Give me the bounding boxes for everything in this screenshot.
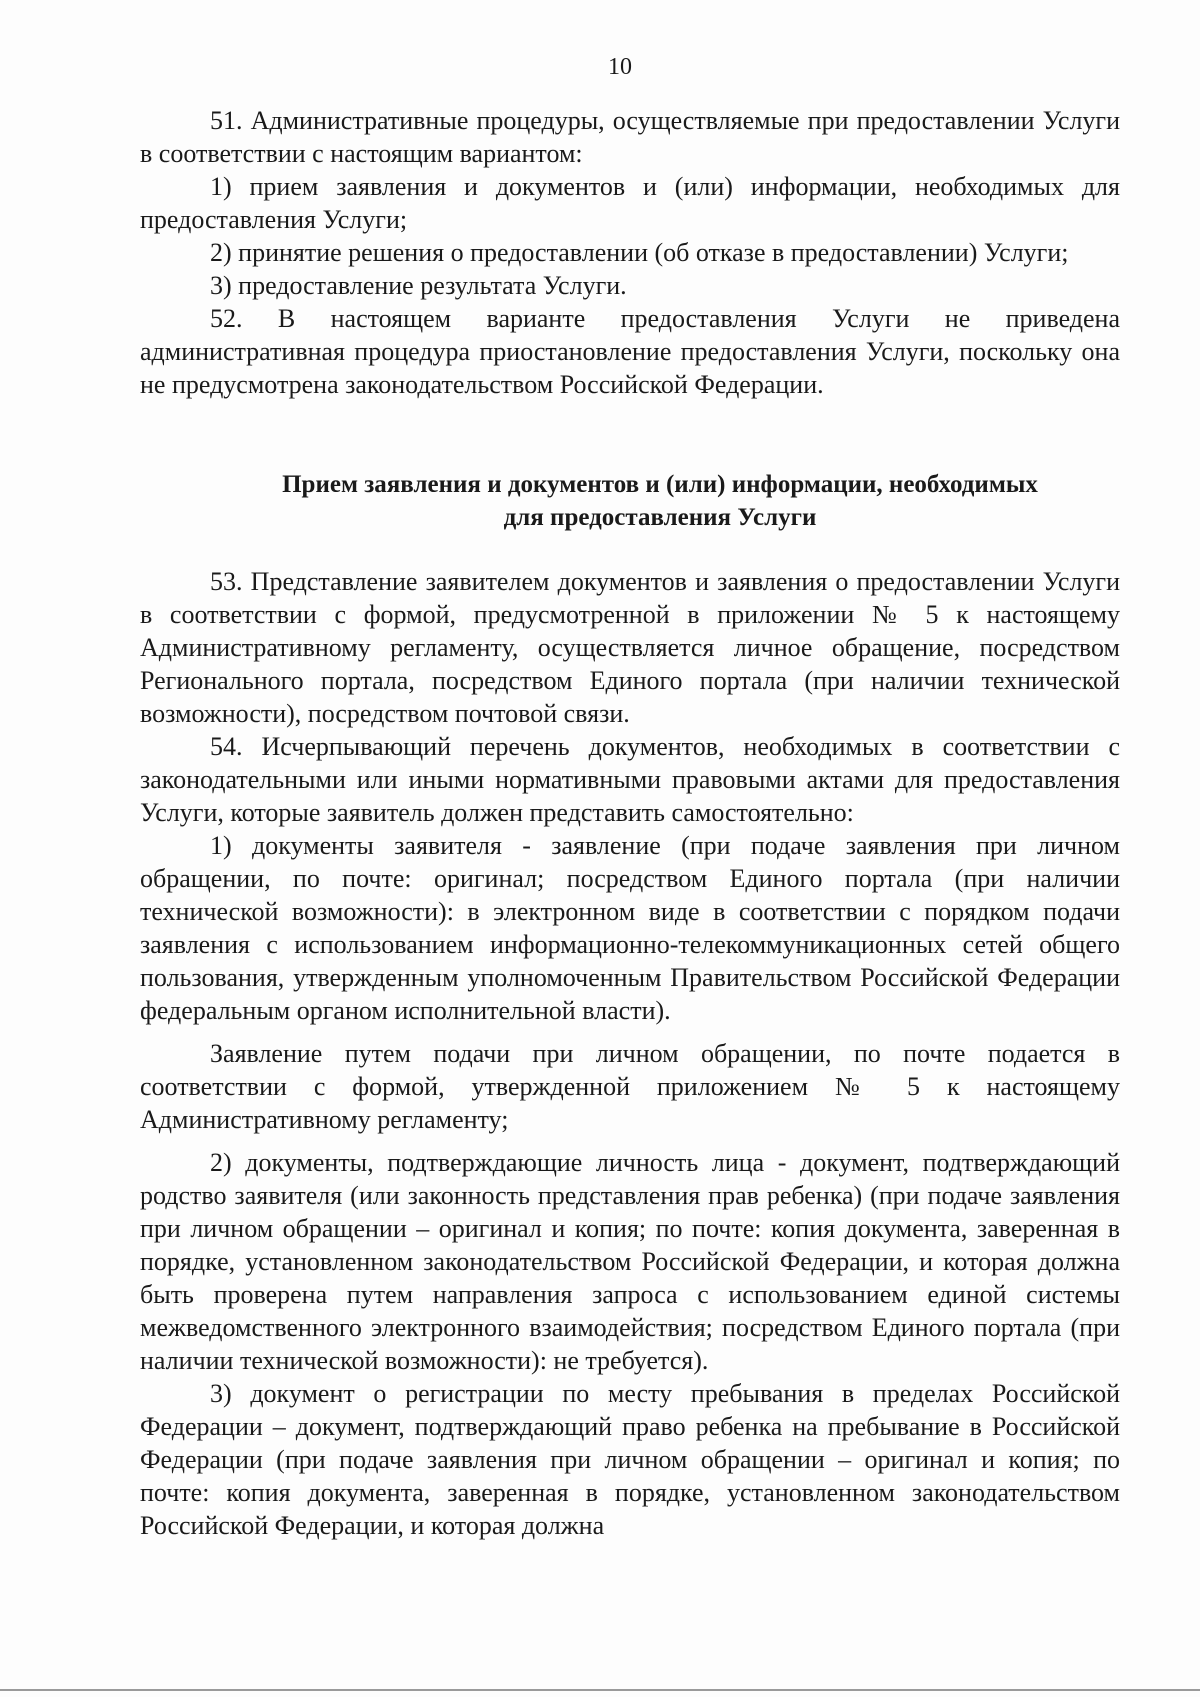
paragraph-application-form: Заявление путем подачи при личном обращении, по почте подается в соответствии с формой, утвержденной приложением № 5 к настоящему Административному регламенту; bbox=[140, 1039, 1120, 1134]
paragraph-53: 53. Представление заявителем документов и заявления о предоставлении Услуги в соответствии с формой, предусмотренной в приложении № 5 к настоящему Административному регламенту, осуществляется личное обращение, посредством Регионального портала, посредством Единого портала (при наличии технической возможности), посредством почтовой связи. bbox=[140, 567, 1120, 728]
paragraph-51: 51. Административные процедуры, осуществляемые при предоставлении Услуги в соответствии с настоящим вариантом: bbox=[140, 106, 1120, 168]
list-item-documents-1: 1) документы заявителя - заявление (при подаче заявления при личном обращении, по почте: оригинал; посредством Единого портала (при наличии технической возможности): в электронном виде в соответствии с порядком подачи заявления с использованием информационно-телекоммуникационных сетей общего пользования, утвержденным уполномоченным Правительством Российской Федерации федеральным органом исполнительной власти). bbox=[140, 831, 1120, 1025]
paragraph-54: 54. Исчерпывающий перечень документов, необходимых в соответствии с законодательными или иными нормативными правовыми актами для предоставления Услуги, которые заявитель должен представить самостоятельно: bbox=[140, 732, 1120, 827]
section-heading-line-2: для предоставления Услуги bbox=[503, 504, 817, 531]
page-number: 10 bbox=[608, 54, 632, 80]
paragraph-52: 52. В настоящем варианте предоставления Услуги не приведена административная процедура приостановление предоставления Услуги, поскольку она не предусмотрена законодательством Российской Федерации. bbox=[140, 304, 1120, 399]
section-heading-line-1: Прием заявления и документов и (или) информации, необходимых bbox=[282, 471, 1038, 498]
paragraphs-53-54 bbox=[140, 565, 1120, 1542]
list-item-2: 2) принятие решения о предоставлении (об отказе в предоставлении) Услуги; bbox=[210, 238, 1069, 267]
list-item-documents-3: 3) документ о регистрации по месту пребывания в пределах Российской Федерации – документ, подтверждающий право ребенка на пребывание в Российской Федерации (при подаче заявления при личном обращении – оригинал и копия; по почте: копия документа, заверенная в порядке, установленном законодательством Российской Федерации, и которая должна bbox=[140, 1379, 1120, 1540]
scan-edge-line bbox=[0, 1689, 1200, 1691]
list-item-documents-2: 2) документы, подтверждающие личность лица - документ, подтверждающий родство заявителя (или законность представления прав ребенка) (при подаче заявления при личном обращении – оригинал и копия; по почте: копия документа, заверенная в порядке, установленном законодательством Российской Федерации, и которая должна быть проверена путем направления запроса с использованием единой системы межведомственного электронного взаимодействия; посредством Единого портала (при наличии технической возможности): не требуется). bbox=[140, 1148, 1120, 1375]
list-item-1: 1) прием заявления и документов и (или) информации, необходимых для предоставления Услуги; bbox=[140, 172, 1120, 234]
section-heading bbox=[220, 468, 1100, 534]
list-item-3: 3) предоставление результата Услуги. bbox=[210, 271, 627, 300]
paragraphs-51-52 bbox=[140, 104, 1120, 401]
